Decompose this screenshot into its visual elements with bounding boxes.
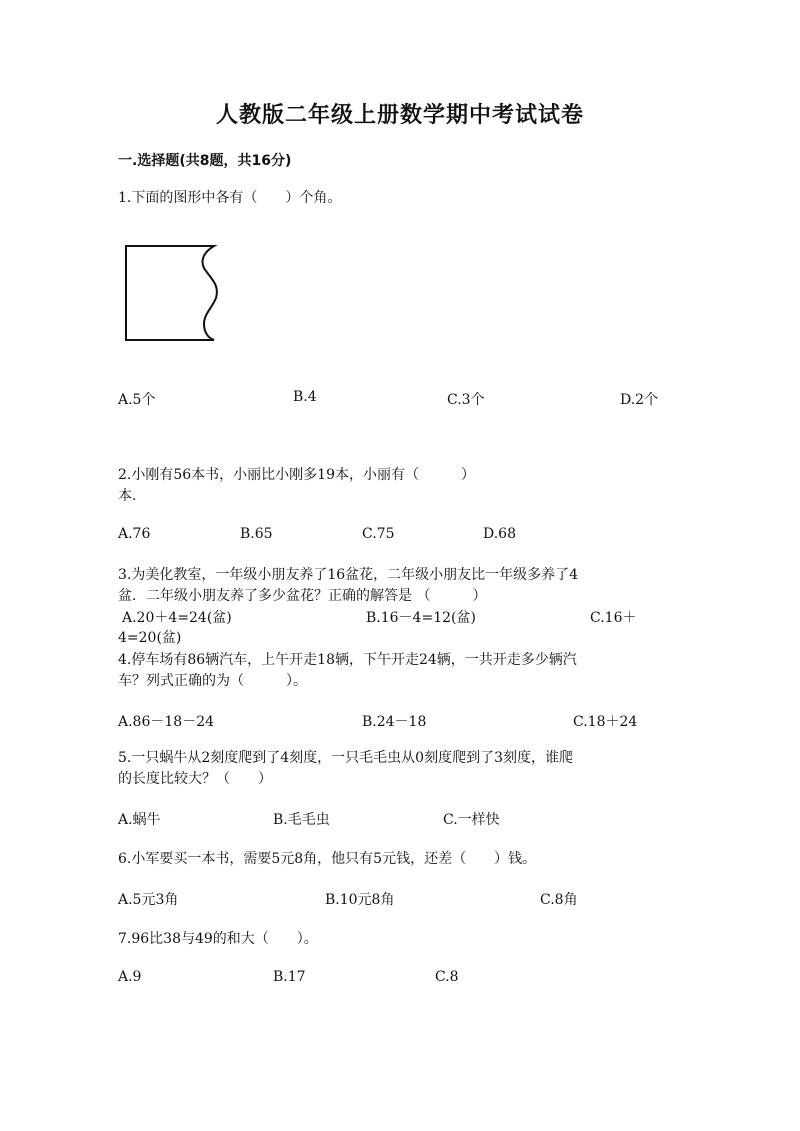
q3-option-c-continued: 4=20(盆) (118, 630, 182, 646)
q6-option-b[interactable]: B.10元8角 (325, 892, 395, 908)
q1-option-a[interactable]: A.5个 (118, 392, 156, 408)
q1-option-d[interactable]: D.2个 (620, 392, 659, 408)
q7-option-c[interactable]: C.8 (435, 969, 459, 985)
question-7: 7.96比38与49的和大（ ）。 (118, 931, 318, 947)
question-2-line-1: 2.小刚有56本书，小丽比小刚多19本，小丽有（ ） (118, 467, 475, 483)
question-5-line-2: 的长度比较大？（ ） (118, 771, 272, 787)
question-1: 1.下面的图形中各有（ ）个角。 (118, 190, 342, 206)
question-4-line-2: 车？列式正确的为（ ）。 (118, 673, 307, 689)
q3-option-a[interactable]: A.20＋4=24(盆) (122, 610, 232, 626)
q7-option-a[interactable]: A.9 (118, 969, 142, 985)
q4-option-a[interactable]: A.86－18－24 (118, 714, 215, 730)
question-3-line-1: 3.为美化教室，一年级小朋友养了16盆花，二年级小朋友比一年级多养了4 (118, 567, 579, 583)
q2-option-a[interactable]: A.76 (118, 526, 151, 542)
question-6: 6.小军要买一本书，需要5元8角，他只有5元钱，还差（ ）钱。 (118, 851, 537, 867)
q7-option-b[interactable]: B.17 (273, 969, 306, 985)
q2-option-c[interactable]: C.75 (362, 526, 395, 542)
question-4-line-1: 4.停车场有86辆汽车，上午开走18辆，下午开走24辆，一共开走多少辆汽 (118, 652, 577, 668)
q6-option-a[interactable]: A.5元3角 (118, 892, 179, 908)
q4-option-c[interactable]: C.18＋24 (573, 714, 638, 730)
q2-option-b[interactable]: B.65 (240, 526, 273, 542)
question-5-line-1: 5.一只蜗牛从2刻度爬到了4刻度，一只毛毛虫从0刻度爬到了3刻度，谁爬 (118, 750, 573, 766)
page-title: 人教版二年级上册数学期中考试试卷 (215, 103, 584, 128)
q3-option-b[interactable]: B.16－4=12(盆) (366, 610, 476, 626)
q1-option-c[interactable]: C.3个 (447, 392, 485, 408)
wavy-square-figure (120, 240, 230, 350)
q5-option-c[interactable]: C.一样快 (443, 812, 500, 828)
q1-option-b[interactable]: B.4 (293, 389, 317, 405)
q5-option-b[interactable]: B.毛毛虫 (273, 812, 330, 828)
q4-option-b[interactable]: B.24－18 (362, 714, 427, 730)
question-3-line-2: 盆．二年级小朋友养了多少盆花？正确的解答是 （ ） (118, 588, 487, 604)
q2-option-d[interactable]: D.68 (483, 526, 516, 542)
q6-option-c[interactable]: C.8角 (540, 892, 578, 908)
q3-option-c[interactable]: C.16＋ (590, 610, 637, 626)
section-heading: 一.选择题(共8题，共16分) (118, 153, 292, 169)
question-2-line-2: 本. (118, 488, 137, 504)
q5-option-a[interactable]: A.蜗牛 (118, 812, 161, 828)
